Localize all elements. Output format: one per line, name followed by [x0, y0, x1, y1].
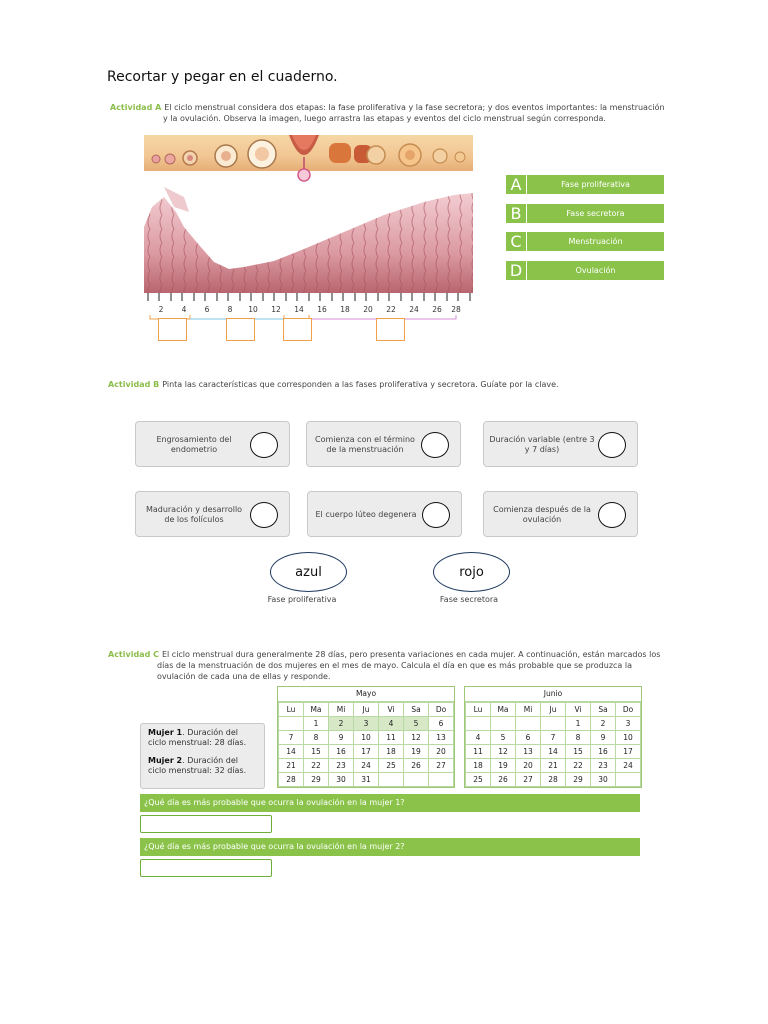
day-cell: 29	[566, 773, 591, 787]
drop-box-proliferativa[interactable]	[226, 318, 255, 341]
day-label: 20	[363, 305, 373, 314]
actividad-a-line1: El ciclo menstrual considera dos etapas: la fase proliferativa y la fase secretora; y dos eventos importantes: la menstruación	[164, 103, 665, 112]
day-cell	[279, 717, 304, 731]
day-cell: 11	[379, 731, 404, 745]
day-cell-highlighted: 5	[404, 717, 429, 731]
key-azul-caption: Fase proliferativa	[267, 595, 337, 604]
day-cell: 12	[491, 745, 516, 759]
weekday-header: Ma	[491, 703, 516, 717]
calendar-may-title: Mayo	[278, 687, 454, 702]
weekday-header: Ma	[304, 703, 329, 717]
day-cell: 14	[541, 745, 566, 759]
menstrual-cycle-figure	[144, 135, 473, 340]
day-cell: 27	[429, 759, 454, 773]
day-cell: 30	[329, 773, 354, 787]
feature-card	[135, 491, 290, 537]
option-label: Ovulación	[575, 266, 616, 275]
day-cell: 15	[566, 745, 591, 759]
day-label: 10	[248, 305, 258, 314]
women-info-box	[140, 723, 265, 789]
paint-circle[interactable]	[421, 432, 449, 458]
day-cell: 16	[591, 745, 616, 759]
weekday-header: Lu	[279, 703, 304, 717]
day-cell: 1	[566, 717, 591, 731]
day-cell: 26	[491, 773, 516, 787]
key-azul-oval: azul	[270, 552, 347, 592]
drop-box-secretora[interactable]	[376, 318, 405, 341]
option-d-button[interactable]	[506, 261, 664, 280]
key-rojo-caption: Fase secretora	[439, 595, 499, 604]
day-cell: 6	[429, 717, 454, 731]
actividad-b-instruction	[108, 379, 663, 390]
woman-1-text: . Duración del ciclo menstrual: 28 días.	[148, 728, 247, 747]
day-label: 12	[271, 305, 281, 314]
day-cell	[429, 773, 454, 787]
woman-2-name: Mujer 2	[148, 756, 183, 765]
calendar-june	[464, 686, 642, 788]
feature-card	[307, 491, 462, 537]
day-cell: 1	[304, 717, 329, 731]
actividad-c	[107, 648, 667, 874]
day-label: 26	[432, 305, 442, 314]
day-cell: 7	[541, 731, 566, 745]
weekday-header: Ju	[354, 703, 379, 717]
day-cell: 28	[541, 773, 566, 787]
day-cell: 17	[616, 745, 641, 759]
day-cell: 18	[466, 759, 491, 773]
day-cell: 24	[616, 759, 641, 773]
day-cell: 23	[591, 759, 616, 773]
day-label: 2	[158, 305, 164, 314]
calendar-may-grid	[278, 702, 454, 787]
day-cell	[404, 773, 429, 787]
page-title: Recortar y pegar en el cuaderno.	[107, 69, 338, 85]
option-letter: C	[506, 232, 527, 251]
day-cell	[616, 773, 641, 787]
weekday-header: Mi	[516, 703, 541, 717]
day-cell: 13	[429, 731, 454, 745]
weekday-header: Ju	[541, 703, 566, 717]
day-cell: 11	[466, 745, 491, 759]
paint-circle[interactable]	[250, 502, 278, 528]
paint-circle[interactable]	[598, 502, 626, 528]
feature-text: Comienza después de la ovulación	[493, 505, 591, 524]
day-cell: 14	[279, 745, 304, 759]
answer-1-input[interactable]	[140, 815, 272, 833]
option-letter: B	[506, 204, 527, 223]
day-cell: 8	[566, 731, 591, 745]
option-letter: D	[506, 261, 527, 280]
day-label: 18	[340, 305, 350, 314]
actividad-c-instruction	[108, 649, 668, 682]
actividad-b	[107, 378, 662, 610]
day-cell: 19	[491, 759, 516, 773]
day-cell: 10	[616, 731, 641, 745]
weekday-header: Do	[429, 703, 454, 717]
day-cell-highlighted: 3	[354, 717, 379, 731]
day-label: 28	[451, 305, 461, 314]
weekday-header: Sa	[591, 703, 616, 717]
feature-card	[135, 421, 290, 467]
actividad-a-label: Actividad A	[110, 103, 162, 112]
day-cell: 24	[354, 759, 379, 773]
answer-2-input[interactable]	[140, 859, 272, 877]
woman-2-text: . Duración del ciclo menstrual: 32 días.	[148, 756, 247, 775]
feature-text: Engrosamiento del endometrio	[156, 435, 232, 454]
day-cell: 21	[279, 759, 304, 773]
day-label: 16	[317, 305, 327, 314]
day-cell: 3	[616, 717, 641, 731]
day-label: 24	[409, 305, 419, 314]
weekday-header: Lu	[466, 703, 491, 717]
feature-text: El cuerpo lúteo degenera	[315, 510, 417, 519]
feature-text: Comienza con el término de la menstruación	[315, 435, 415, 454]
day-cell: 12	[404, 731, 429, 745]
drop-box-menstruacion[interactable]	[158, 318, 187, 341]
day-cell: 13	[516, 745, 541, 759]
weekday-header: Do	[616, 703, 641, 717]
day-cell: 21	[541, 759, 566, 773]
endometrium-illustration	[144, 187, 473, 293]
day-cell: 9	[591, 731, 616, 745]
feature-card	[483, 491, 638, 537]
actividad-b-text: Pinta las características que corresponden a las fases proliferativa y secretora. Guíate por la clave.	[162, 380, 559, 389]
day-cell: 25	[466, 773, 491, 787]
day-cell: 9	[329, 731, 354, 745]
actividad-b-label: Actividad B	[108, 380, 160, 389]
paint-circle[interactable]	[598, 432, 626, 458]
question-1-bar: ¿Qué día es más probable que ocurra la ovulación en la mujer 1?	[140, 794, 640, 812]
day-cell-highlighted: 2	[329, 717, 354, 731]
day-cell: 16	[329, 745, 354, 759]
calendar-june-title: Junio	[465, 687, 641, 702]
option-c-button[interactable]	[506, 232, 664, 251]
key-rojo-oval: rojo	[433, 552, 510, 592]
day-cell: 17	[354, 745, 379, 759]
weekday-header: Mi	[329, 703, 354, 717]
option-letter: A	[506, 175, 527, 194]
option-b-button[interactable]	[506, 204, 664, 223]
day-cell	[491, 717, 516, 731]
paint-circle[interactable]	[250, 432, 278, 458]
option-label: Fase secretora	[566, 209, 625, 218]
day-label: 6	[204, 305, 210, 314]
day-cell: 5	[491, 731, 516, 745]
day-cell: 7	[279, 731, 304, 745]
day-cell	[541, 717, 566, 731]
day-cell: 2	[591, 717, 616, 731]
day-label: 14	[294, 305, 304, 314]
day-cell: 20	[516, 759, 541, 773]
day-label: 22	[386, 305, 396, 314]
follicle-illustration	[144, 135, 473, 195]
question-2-bar: ¿Qué día es más probable que ocurra la ovulación en la mujer 2?	[140, 838, 640, 856]
day-cell: 8	[304, 731, 329, 745]
day-cell	[516, 717, 541, 731]
feature-card	[483, 421, 638, 467]
actividad-a-instruction	[110, 102, 690, 124]
day-cell: 25	[379, 759, 404, 773]
paint-circle[interactable]	[422, 502, 450, 528]
day-label: 8	[227, 305, 233, 314]
actividad-a	[107, 102, 682, 342]
feature-text: Maduración y desarrollo de los folículos	[145, 505, 243, 524]
actividad-c-line3: ovulación de cada una de ellas y responde.	[157, 672, 331, 681]
day-cell: 29	[304, 773, 329, 787]
drop-box-ovulacion[interactable]	[283, 318, 312, 341]
calendar-june-grid	[465, 702, 641, 787]
woman-1-name: Mujer 1	[148, 728, 183, 737]
day-label: 4	[181, 305, 187, 314]
day-cell: 23	[329, 759, 354, 773]
actividad-a-line2: y la ovulación. Observa la imagen, luego arrastra las etapas y eventos del ciclo menstrual según corresponda.	[163, 114, 606, 123]
feature-text: Duración variable (entre 3 y 7 días)	[489, 435, 595, 454]
day-cell-highlighted: 4	[379, 717, 404, 731]
day-cell: 20	[429, 745, 454, 759]
day-cell: 27	[516, 773, 541, 787]
calendar-may	[277, 686, 455, 788]
day-cell: 22	[566, 759, 591, 773]
day-cell: 22	[304, 759, 329, 773]
ovary-follicle-strip	[144, 135, 473, 171]
day-cell	[466, 717, 491, 731]
day-cell: 15	[304, 745, 329, 759]
weekday-header: Vi	[379, 703, 404, 717]
weekday-header: Sa	[404, 703, 429, 717]
day-cell: 28	[279, 773, 304, 787]
day-cell: 30	[591, 773, 616, 787]
actividad-c-line2: días de la menstruación de dos mujeres en el mes de mayo. Calcula el día en que es más probable que se produzca la	[157, 661, 632, 670]
day-cell	[379, 773, 404, 787]
day-cell: 6	[516, 731, 541, 745]
woman-1-info	[148, 728, 257, 748]
weekday-header: Vi	[566, 703, 591, 717]
day-cell: 31	[354, 773, 379, 787]
day-cell: 10	[354, 731, 379, 745]
actividad-c-label: Actividad C	[108, 650, 159, 659]
option-label: Fase proliferativa	[561, 180, 630, 189]
day-cell: 18	[379, 745, 404, 759]
woman-2-info	[148, 756, 257, 776]
actividad-c-line1: El ciclo menstrual dura generalmente 28 días, pero presenta variaciones en cada mujer. A continuación, están marcados los	[161, 650, 661, 659]
day-cell: 26	[404, 759, 429, 773]
option-a-button[interactable]	[506, 175, 664, 194]
option-label: Menstruación	[568, 237, 623, 246]
day-cell: 19	[404, 745, 429, 759]
feature-card	[306, 421, 461, 467]
day-cell: 4	[466, 731, 491, 745]
